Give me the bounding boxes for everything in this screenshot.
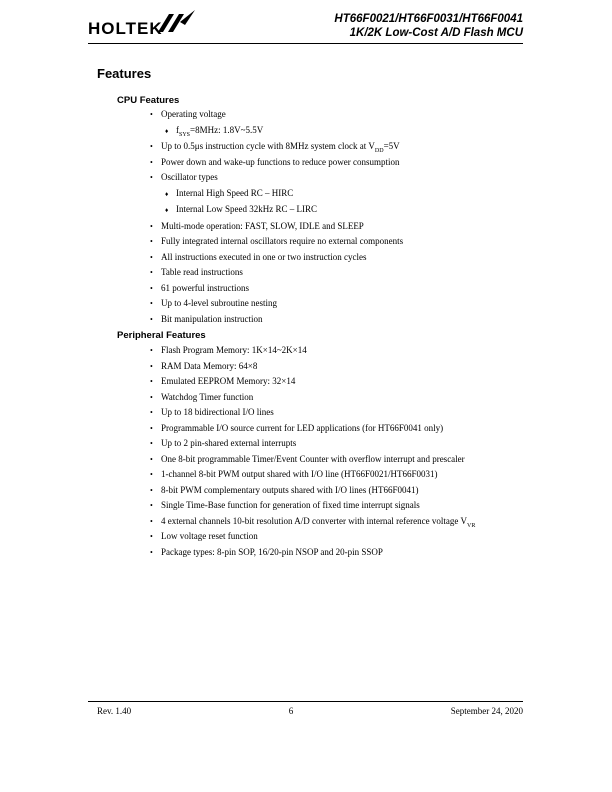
feature-text: All instructions executed in one or two instruction cycles [161, 251, 367, 262]
feature-item [117, 139, 552, 155]
bullet-icon: • [150, 299, 153, 308]
feature-text: Oscillator types [161, 172, 218, 182]
document-title-block [334, 10, 523, 40]
bullet-icon: • [150, 237, 153, 246]
feature-text: Up to 18 bidirectional I/O lines [161, 407, 274, 417]
feature-item [117, 265, 552, 281]
feature-item [117, 498, 552, 514]
feature-item [117, 170, 552, 186]
feature-text: Internal High Speed RC – HIRC [176, 187, 294, 198]
bullet-icon: • [150, 157, 153, 167]
feature-item [117, 281, 552, 297]
bullet-icon: • [150, 532, 153, 541]
bullet-icon: • [150, 361, 153, 371]
feature-item [117, 343, 552, 359]
feature-text: Internal Low Speed 32kHz RC – LIRC [176, 204, 317, 214]
feature-text: Operating voltage [161, 109, 226, 119]
feature-item [117, 202, 552, 219]
feature-item [117, 219, 552, 235]
header-rule [88, 43, 523, 44]
bullet-icon: • [150, 501, 153, 510]
bullet-icon: ♦ [165, 127, 169, 135]
feature-item [117, 250, 552, 266]
cpu-features-list [117, 107, 552, 327]
feature-text: 8-bit PWM complementary outputs shared with I/O lines (HT66F0041) [161, 484, 419, 495]
bullet-icon: • [150, 283, 153, 293]
feature-text: Fully integrated internal oscillators require no external components [161, 236, 404, 246]
bullet-icon: • [150, 485, 153, 495]
page-footer [88, 706, 523, 716]
feature-text: 61 powerful instructions [161, 282, 249, 293]
feature-item [117, 359, 552, 375]
bullet-icon: • [150, 454, 153, 464]
bullet-icon: • [150, 408, 153, 417]
bullet-icon: • [150, 142, 153, 151]
feature-item [117, 529, 552, 545]
feature-item [117, 186, 552, 203]
bullet-icon: • [150, 221, 153, 231]
feature-item [117, 483, 552, 499]
feature-text: Up to 2 pin-shared external interrupts [161, 438, 297, 448]
footer-date: September 24, 2020 [450, 706, 523, 716]
feature-item [117, 514, 552, 530]
feature-text: Table read instructions [161, 267, 243, 277]
feature-item [117, 545, 552, 561]
feature-item [117, 374, 552, 390]
feature-item [117, 452, 552, 468]
feature-text: Programmable I/O source current for LED applications (for HT66F0041 only) [161, 422, 444, 433]
feature-text: Bit manipulation instruction [161, 313, 263, 324]
bullet-icon: ♦ [165, 207, 169, 214]
feature-text: Watchdog Timer function [161, 391, 254, 402]
feature-item [117, 421, 552, 437]
feature-item [117, 312, 552, 328]
feature-text: Low voltage reset function [161, 531, 258, 541]
feature-text: RAM Data Memory: 64×8 [161, 360, 258, 371]
feature-item [117, 390, 552, 406]
peripheral-features-list [117, 343, 552, 560]
feature-item [117, 405, 552, 421]
feature-text: One 8-bit programmable Timer/Event Counter with overflow interrupt and prescaler [161, 453, 465, 464]
feature-text: Multi-mode operation: FAST, SLOW, IDLE and SLEEP [161, 220, 364, 231]
bullet-icon: • [150, 110, 153, 119]
holtek-flash-icon [154, 8, 196, 34]
bullet-icon: • [150, 516, 153, 526]
bullet-icon: • [150, 268, 153, 277]
cpu-features-heading: CPU Features [117, 95, 180, 106]
peripheral-features-heading: Peripheral Features [117, 330, 206, 341]
feature-item [117, 467, 552, 483]
feature-item [117, 155, 552, 171]
footer-page-number: 6 [288, 706, 294, 716]
bullet-icon: • [150, 439, 153, 448]
part-numbers-title: HT66F0021/HT66F0031/HT66F0041 [334, 13, 523, 25]
holtek-logo-text: HOLTEK [88, 19, 163, 38]
bullet-icon: • [150, 252, 153, 262]
feature-text: $f_{SYS}=8MHz$: 1.8V~5.5V [176, 124, 264, 138]
feature-text: Power down and wake-up functions to reduce power consumption [161, 156, 400, 167]
feature-text: Single Time-Base function for generation of fixed time interrupt signals [161, 500, 420, 510]
feature-text: 1-channel 8-bit PWM output shared with I/O line (HT66F0021/HT66F0031) [161, 469, 438, 479]
bullet-icon: • [150, 314, 153, 324]
bullet-icon: • [150, 377, 153, 386]
features-heading: Features [97, 66, 152, 81]
page-header [88, 10, 523, 40]
feature-text: Flash Program Memory: 1K×14~2K×14 [161, 345, 307, 355]
bullet-icon: • [150, 470, 153, 479]
feature-text: Up to 0.5μs instruction cycle with 8MHz system clock at $V_{DD}=5V$ [161, 141, 400, 154]
feature-text: Emulated EEPROM Memory: 32×14 [161, 376, 296, 386]
bullet-icon: • [150, 423, 153, 433]
feature-text: Up to 4-level subroutine nesting [161, 298, 277, 308]
document-subtitle: 1K/2K Low-Cost A/D Flash MCU [349, 27, 523, 39]
feature-item [117, 436, 552, 452]
bullet-icon: • [150, 173, 153, 182]
footer-rule [88, 701, 523, 702]
feature-item [117, 123, 552, 140]
holtek-logo [88, 10, 163, 39]
bullet-icon: • [150, 346, 153, 355]
feature-item [117, 296, 552, 312]
bullet-icon: • [150, 547, 153, 557]
bullet-icon: ♦ [165, 190, 169, 198]
feature-item [117, 234, 552, 250]
bullet-icon: • [150, 392, 153, 402]
footer-revision: Rev. 1.40 [97, 706, 132, 716]
feature-text: Package types: 8-pin SOP, 16/20-pin NSOP and 20-pin SSOP [161, 546, 383, 557]
feature-text: 4 external channels 10-bit resolution A/D converter with internal reference voltage $V_{VR}$ [161, 515, 476, 529]
feature-item [117, 107, 552, 123]
